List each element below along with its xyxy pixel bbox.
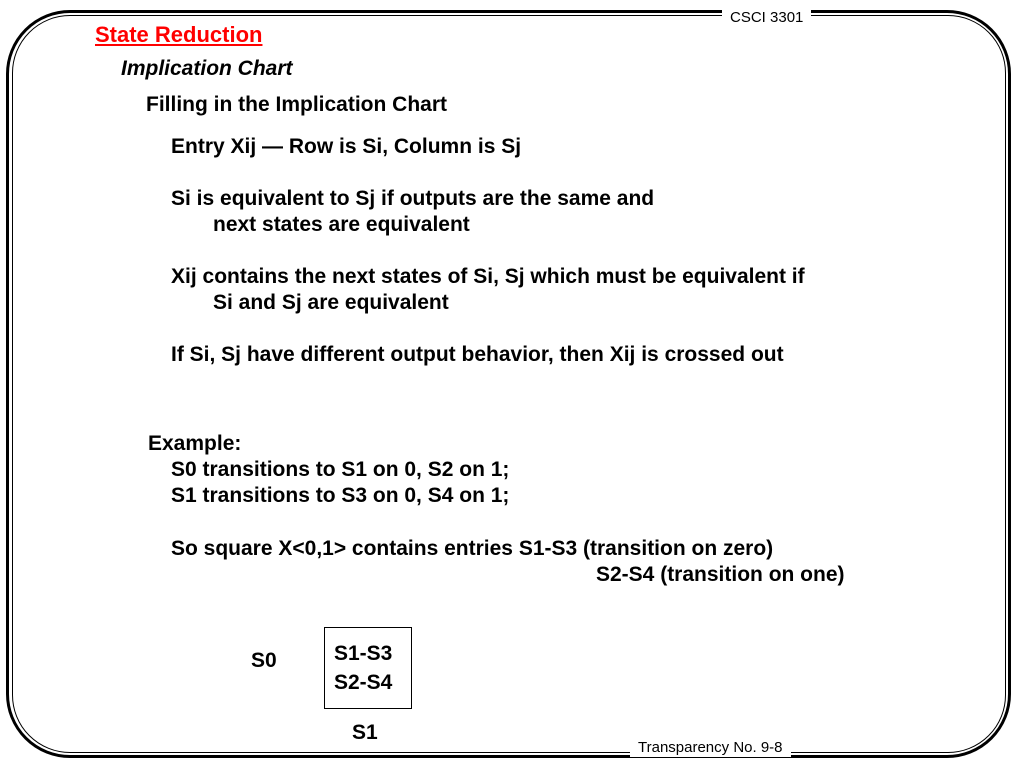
chart-row-label: S0: [251, 649, 277, 672]
entry-rule: Entry Xij — Row is Si, Column is Sj: [171, 135, 522, 158]
example-line-2: S1 transitions to S3 on 0, S4 on 1;: [171, 484, 510, 507]
transparency-number: Transparency No. 9-8: [630, 739, 791, 757]
course-label: CSCI 3301: [722, 9, 811, 27]
square-description-line-2: S2-S4 (transition on one): [596, 563, 845, 586]
contains-rule-line-1: Xij contains the next states of Si, Sj which must be equivalent if: [171, 265, 805, 288]
contains-rule-line-2: Si and Sj are equivalent: [213, 291, 449, 314]
example-label: Example:: [148, 432, 242, 455]
chart-column-label: S1: [352, 721, 378, 744]
equivalence-rule-line-1: Si is equivalent to Sj if outputs are the same and: [171, 187, 655, 210]
cell-entry-1: S1-S3: [334, 642, 393, 665]
slide-inner-border: [12, 15, 1006, 753]
section-heading: Filling in the Implication Chart: [146, 93, 448, 116]
slide-subtitle: Implication Chart: [121, 57, 293, 80]
cell-entry-2: S2-S4: [334, 671, 393, 694]
equivalence-rule-line-2: next states are equivalent: [213, 213, 470, 236]
implication-chart-cell: [324, 627, 412, 709]
slide-title: State Reduction: [95, 22, 263, 47]
crossed-out-rule: If Si, Sj have different output behavior, then Xij is crossed out: [171, 343, 784, 366]
example-line-1: S0 transitions to S1 on 0, S2 on 1;: [171, 458, 510, 481]
square-description-line-1: So square X<0,1> contains entries S1-S3 (transition on zero): [171, 537, 774, 560]
